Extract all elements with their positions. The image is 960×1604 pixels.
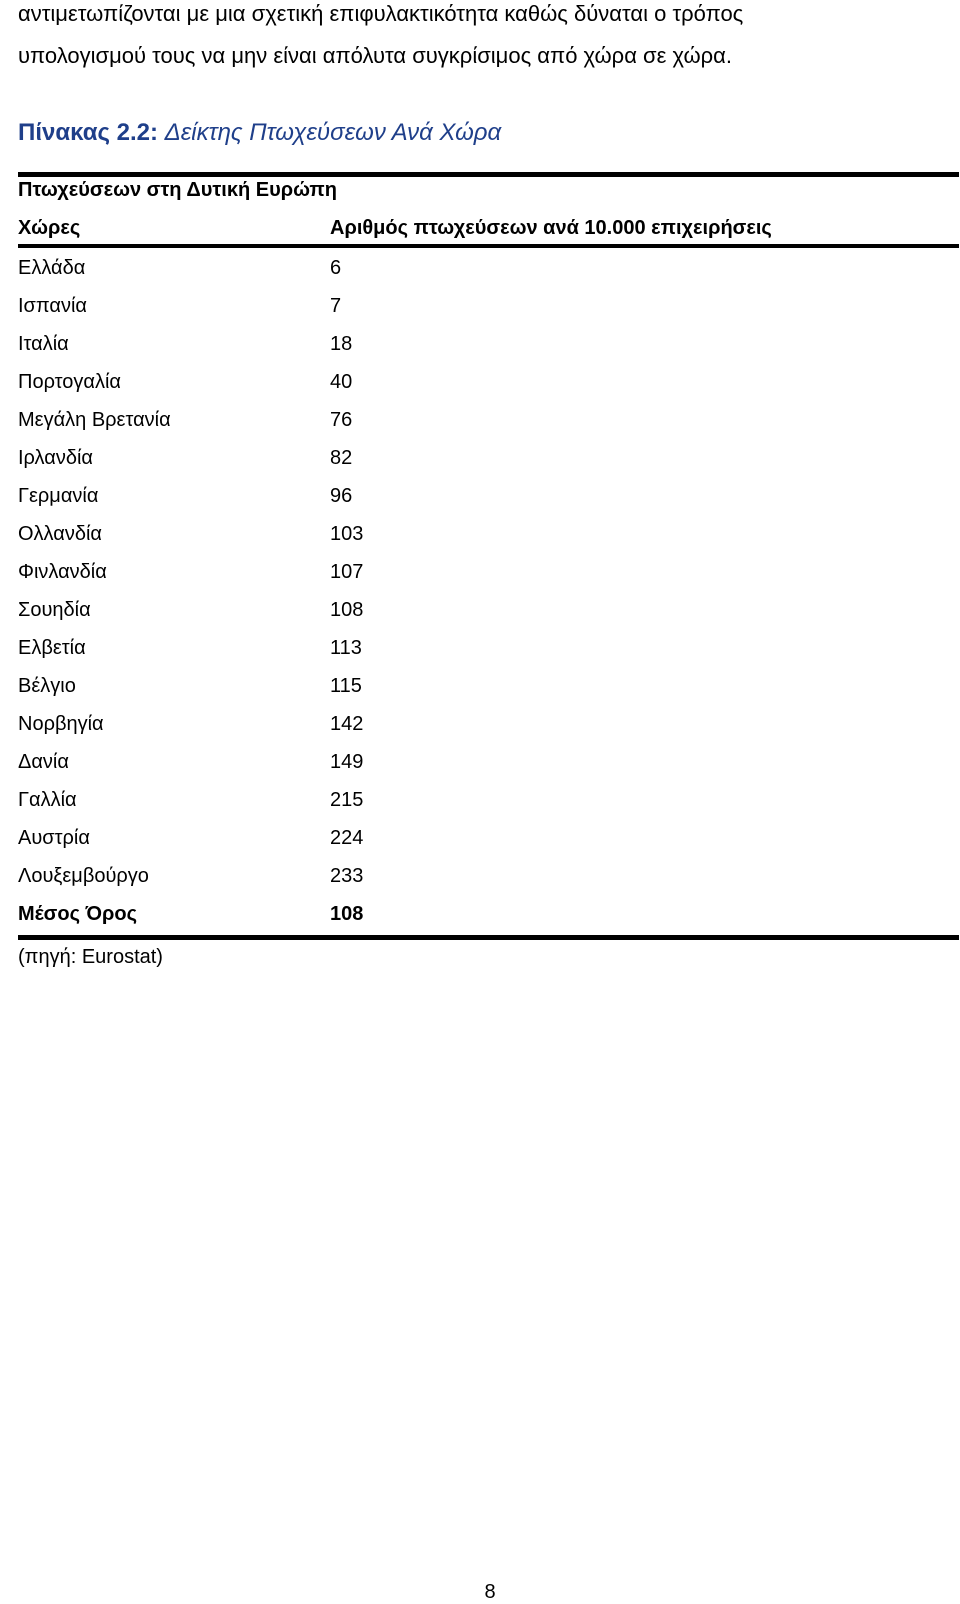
header-rule <box>18 244 959 248</box>
page-number: 8 <box>484 1581 496 1603</box>
table-heading: Πτωχεύσεων στη Δυτική Ευρώπη <box>18 179 337 201</box>
row-value: 40 <box>330 371 353 393</box>
row-country: Λουξεμβούργο <box>18 865 149 887</box>
row-value: 149 <box>330 751 364 773</box>
average-label: Μέσος Όρος <box>18 903 138 925</box>
row-value: 113 <box>330 637 362 659</box>
row-value: 115 <box>330 675 362 697</box>
row-country: Ελβετία <box>18 637 86 659</box>
table-caption <box>18 118 501 148</box>
column-header-bankruptcies: Αριθμός πτωχεύσεων ανά 10.000 επιχειρήσεις <box>330 217 772 239</box>
row-country: Αυστρία <box>18 827 90 849</box>
row-value: 6 <box>330 257 342 279</box>
table-source-note: (πηγή: Eurostat) <box>18 946 163 968</box>
row-value: 107 <box>330 561 364 583</box>
row-country: Νορβηγία <box>18 713 104 735</box>
row-value: 18 <box>330 333 353 355</box>
row-value: 82 <box>330 447 353 469</box>
column-header-countries: Χώρες <box>18 217 81 239</box>
row-country: Φινλανδία <box>18 561 107 583</box>
row-country: Ελλάδα <box>18 257 86 279</box>
row-country: Ολλανδία <box>18 523 102 545</box>
average-value: 108 <box>330 903 364 925</box>
row-value: 7 <box>330 295 342 317</box>
row-value: 233 <box>330 865 364 887</box>
row-value: 215 <box>330 789 364 811</box>
table-bottom-rule <box>18 935 959 940</box>
row-value: 96 <box>330 485 353 507</box>
row-value: 224 <box>330 827 364 849</box>
row-country: Γερμανία <box>18 485 99 507</box>
table-caption-title: Δείκτης Πτωχεύσεων Ανά Χώρα <box>164 119 502 146</box>
row-country: Ισπανία <box>18 295 87 317</box>
table-caption-label: Πίνακας 2.2: <box>18 119 158 146</box>
row-country: Πορτογαλία <box>18 371 121 393</box>
row-country: Βέλγιο <box>18 675 76 697</box>
row-value: 142 <box>330 713 364 735</box>
table-top-rule <box>18 172 959 177</box>
row-country: Γαλλία <box>18 789 77 811</box>
intro-line-1: αντιμετωπίζονται με μια σχετική επιφυλακτικότητα καθώς δύναται ο τρόπος <box>18 1 744 26</box>
row-value: 76 <box>330 409 353 431</box>
row-country: Δανία <box>18 751 69 773</box>
row-country: Σουηδία <box>18 599 91 621</box>
row-country: Ιταλία <box>18 333 69 355</box>
row-country: Μεγάλη Βρετανία <box>18 409 171 431</box>
row-value: 108 <box>330 599 364 621</box>
intro-line-2: υπολογισμού τους να μην είναι απόλυτα συγκρίσιμος από χώρα σε χώρα. <box>18 43 733 68</box>
row-value: 103 <box>330 523 364 545</box>
row-country: Ιρλανδία <box>18 447 93 469</box>
